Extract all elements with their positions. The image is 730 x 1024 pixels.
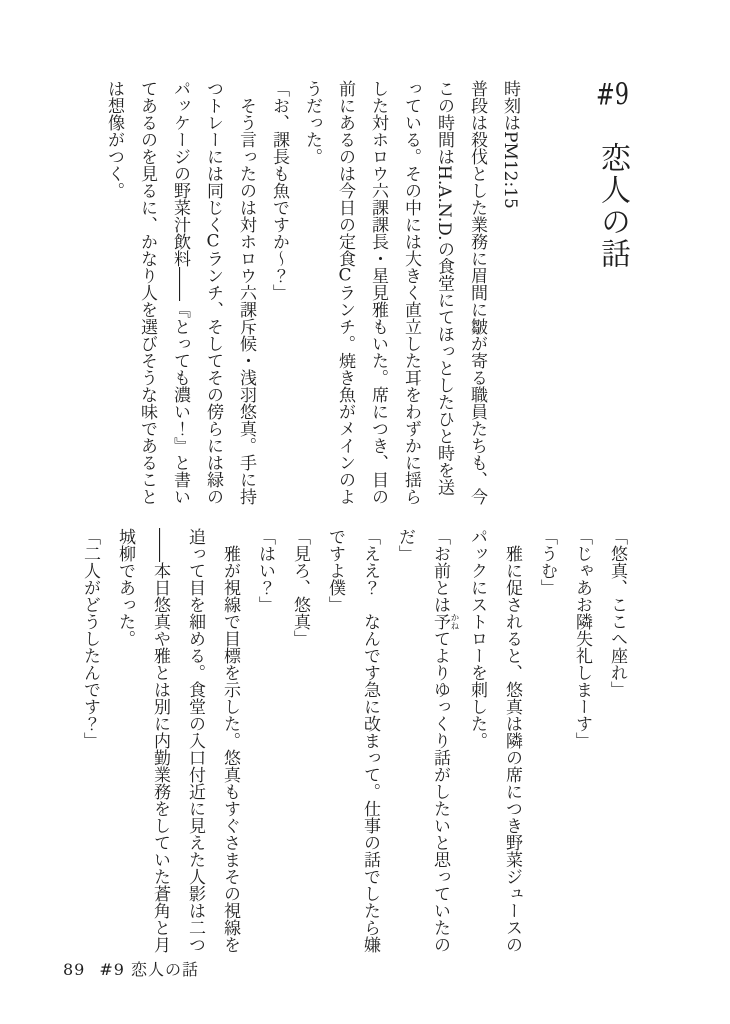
paragraph: 「お、課長も魚ですか～？」 — [269, 80, 289, 301]
tate-chu-yoko: #9 — [596, 80, 629, 110]
paragraph: 「見ろ、悠真」 — [290, 528, 310, 647]
paragraph: 時刻はPM12:15 — [500, 80, 520, 209]
paragraph: 「じゃあお隣失礼しまーす」 — [572, 528, 592, 749]
paragraph: 「はい？」 — [255, 528, 275, 613]
paragraph: そう言ったのは対ホロウ六課斥候・浅羽悠真。手に持つトレーには同じくCランチ、そしてその傍らには緑のパッケージの野菜汁飲料――『とっても濃い！』と書いてあるのを見るに、かなり人を選びそうな味であることは想像がつく。 — [104, 80, 256, 505]
tate-chu-yoko: C — [206, 233, 220, 250]
paragraph: 「お前とは予 かねてよりゆっくり話がしたいと思っていたのだ」 — [395, 528, 459, 953]
lower-text-block — [72, 528, 634, 953]
paragraph: 「ええ？ なんです急に改まって。仕事の話でしたら嫌ですよ僕」 — [325, 528, 380, 953]
paragraph: 普段は殺伐とした業務に眉間に皺が寄る職員たちも、今この時間はH.A.N.D.の食堂にてほっとしたひと時を送っている。その中には大きく直立した耳をわずかに揺らした対ホロウ六課課長・星見雅もいた。席につき、目の前にあるのは今日の定食Cランチ。焼き魚がメインのようだった。 — [302, 80, 487, 505]
furigana-ruby: 予 かね — [430, 613, 459, 630]
page-number: 89 — [63, 960, 86, 979]
tate-chu-yoko: C — [338, 267, 352, 284]
paragraph: 雅が視線で目標を示した。悠真もすぐさまその視線を追って目を細める。食堂の入口付近に見えた人影は二つ――本日悠真や雅とは別に内勤業務をしていた蒼角と月城柳であった。 — [115, 528, 240, 953]
upper-text-block — [97, 80, 634, 505]
paragraph: 「うむ」 — [537, 528, 557, 596]
upper-paragraphs — [97, 80, 526, 505]
chapter-title: #9 恋人の話 — [595, 80, 630, 270]
paragraph: 雅に促されると、悠真は隣の席につき野菜ジュースのパックにストローを刺した。 — [467, 528, 522, 953]
paragraph: 「悠真、ここへ座れ」 — [607, 528, 627, 698]
footer-chapter-label: #9 恋人の話 — [99, 960, 200, 979]
paragraph: 「二人がどうしたんです？」 — [80, 528, 100, 749]
page-footer — [63, 957, 199, 980]
